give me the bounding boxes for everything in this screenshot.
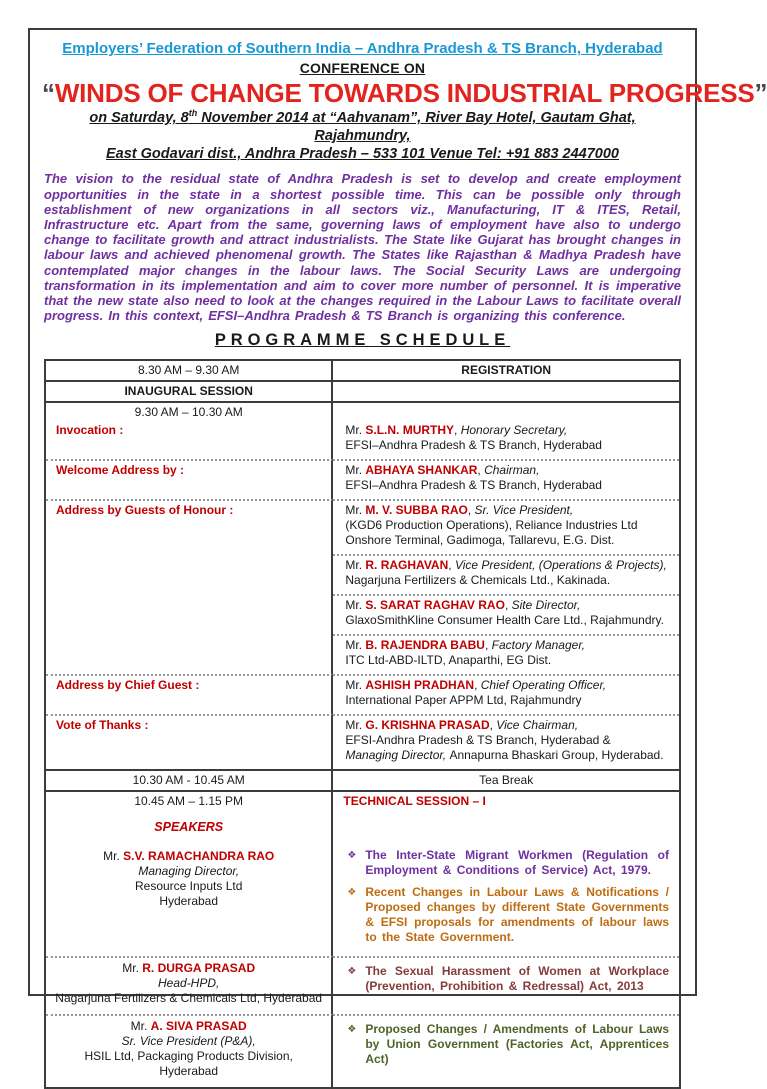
speaker-block <box>46 1014 333 1087</box>
conference-title-text: WINDS OF CHANGE TOWARDS INDUSTRIAL PROGRESS <box>54 78 755 108</box>
topics-group <box>333 956 679 1014</box>
speaker-block <box>46 846 333 956</box>
person-org: (KGD6 Production Operations), Reliance Industries Ltd <box>345 518 638 533</box>
person-org: EFSI–Andhra Pradesh & TS Branch, Hyderabad <box>345 438 602 453</box>
person-line: Mr. ASHISH PRADHAN, Chief Operating Officer, <box>345 678 607 693</box>
entry-label: Welcome Address by : <box>56 463 185 478</box>
entry-label-cell <box>46 714 333 769</box>
topics-group <box>333 846 679 956</box>
entry-label-cell <box>46 499 333 554</box>
diamond-bullet-icon: ❖ <box>347 849 357 861</box>
person-role: Factory Manager, <box>491 638 585 653</box>
technical-session-title: TECHNICAL SESSION – I <box>343 794 486 809</box>
conference-title <box>42 78 767 108</box>
tea-break-label: Tea Break <box>479 773 534 788</box>
topic-item <box>335 848 677 878</box>
registration-label: REGISTRATION <box>461 363 552 378</box>
date-text: on Saturday, 8 <box>89 109 189 126</box>
speaker-block <box>46 956 333 1014</box>
person-org: Managing Director, Annapurna Bhaskari Group, Hyderabad. <box>345 748 664 763</box>
time-cell: 8.30 AM – 9.30 AM <box>46 361 333 380</box>
date-ordinal: th <box>188 108 198 119</box>
inaugural-header-row <box>46 380 679 401</box>
intro-paragraph: The vision to the residual state of Andhra Pradesh is set to develop and create employment opportunities in the state in a shortest possible time. This can be possible only through establishment of new organizations in all sectors viz., Manufacturing, IT & ITES, Retail, Infrastructure etc. Apart from the same, governing laws of employment have also to undergo change to facilitate growth and attract industrialists. The State like Gujarat has brought changes in labour laws and achieved phenomenal growth. The States like Rajasthan & Madhya Pradesh have contemplated major changes in the labour laws. The Social Security Laws are undergoing transformation in its implementation and aim to cover more number of personnel. It is imperative that the new state also need to look at the changes required in the Labour Laws to facilitate overall progress. In this context, EFSI–Andhra Pradesh & TS Branch is organizing this conference. <box>44 171 681 324</box>
entry-label-cell <box>46 554 333 594</box>
entry-label-cell <box>46 594 333 634</box>
speaker-name-line: Mr. S.V. RAMACHANDRA RAO <box>103 848 275 863</box>
person-line: Mr. S.L.N. MURTHY, Honorary Secretary, <box>345 423 568 438</box>
person-name: ASHISH PRADHAN <box>365 678 475 693</box>
inaugural-body-row <box>46 401 679 769</box>
topic-text: Proposed Changes / Amendments of Labour Laws by Union Government (Factories Act, Apprentices Act) <box>365 1021 669 1066</box>
topic-text: The Inter-State Migrant Workmen (Regulation of Employment & Conditions of Service) Act, 1979. <box>365 847 669 877</box>
document-header <box>42 40 767 163</box>
speaker-name: R. DURGA PRASAD <box>142 960 256 975</box>
topic-item <box>335 885 677 945</box>
entry-person-cell <box>333 714 679 769</box>
entry-label-cell <box>46 634 333 674</box>
speaker-name-line: Mr. R. DURGA PRASAD <box>122 960 256 975</box>
person-org: EFSI-Andhra Pradesh & TS Branch, Hyderabad & <box>345 733 611 748</box>
person-role: Chairman, <box>484 463 540 478</box>
diamond-bullet-icon: ❖ <box>347 965 357 977</box>
person-name: ABHAYA SHANKAR <box>365 463 478 478</box>
page-border <box>28 28 767 1078</box>
person-role: Honorary Secretary, <box>460 423 568 438</box>
person-role: Vice President, (Operations & Projects), <box>454 558 667 573</box>
person-name: R. RAGHAVAN <box>365 558 449 573</box>
entry-label: Vote of Thanks : <box>56 718 149 733</box>
organization-title: Employers’ Federation of Southern India – Andhra Pradesh & TS Branch, Hyderabad <box>62 40 663 57</box>
entry-person-cell <box>333 674 679 714</box>
person-line: Mr. S. SARAT RAGHAV RAO, Site Director, <box>345 598 581 613</box>
entry-label: Address by Guests of Honour : <box>56 503 234 518</box>
topic-item <box>335 1022 677 1067</box>
person-line: Mr. M. V. SUBBA RAO, Sr. Vice President, <box>345 503 574 518</box>
entry-person-cell <box>333 421 679 459</box>
person-org: EFSI–Andhra Pradesh & TS Branch, Hyderabad <box>345 478 602 493</box>
person-org: Onshore Terminal, Gadimoga, Tallarevu, E.G. Dist. <box>345 533 615 548</box>
speaker-name: S.V. RAMACHANDRA RAO <box>123 848 275 863</box>
speaker-org: Hyderabad <box>159 1063 219 1078</box>
venue-text: November 2014 at “Aahvanam”, River Bay Hotel, Gautam Ghat, Rajahmundry, <box>197 109 636 145</box>
person-line: Mr. R. RAGHAVAN, Vice President, (Operations & Projects), <box>345 558 667 573</box>
time-cell: 10.30 AM - 10.45 AM <box>46 771 333 790</box>
open-quote: “ <box>42 78 55 108</box>
speaker-role: Sr. Vice President (P&A), <box>121 1033 256 1048</box>
venue-address-line: East Godavari dist., Andhra Pradesh – 533 101 Venue Tel: +91 883 2447000 <box>105 146 619 163</box>
empty-cell <box>333 382 679 401</box>
entry-label: Invocation : <box>56 423 124 438</box>
person-name: M. V. SUBBA RAO <box>365 503 468 518</box>
person-role: Sr. Vice President, <box>474 503 574 518</box>
speaker-role: Head-HPD, <box>158 975 220 990</box>
time-cell: 9.30 AM – 10.30 AM <box>46 403 333 421</box>
person-org: International Paper APPM Ltd, Rajahmundry <box>345 693 582 708</box>
person-role: Vice Chairman, <box>496 718 579 733</box>
person-role: Site Director, <box>511 598 581 613</box>
person-line: Mr. G. KRISHNA PRASAD, Vice Chairman, <box>345 718 579 733</box>
close-quote: ” <box>754 78 767 108</box>
topic-text: The Sexual Harassment of Women at Workplace (Prevention, Prohibition & Redressal) Act, 2013 <box>365 963 669 993</box>
person-org: Nagarjuna Fertilizers & Chemicals Ltd., Kakinada. <box>345 573 611 588</box>
time-cell: 10.45 AM – 1.15 PM <box>46 792 333 811</box>
person-org: ITC Ltd-ABD-ILTD, Anaparthi, EG Dist. <box>345 653 552 668</box>
topics-group <box>333 1014 679 1087</box>
entry-person-cell <box>333 634 679 674</box>
speaker-org: Resource Inputs Ltd <box>134 878 243 893</box>
diamond-bullet-icon: ❖ <box>347 886 357 898</box>
topic-text: Recent Changes in Labour Laws & Notifications / Proposed changes by different State Governments & EFSI proposals for amendments of labour laws to the State Government. <box>365 884 669 944</box>
entry-person-cell <box>333 459 679 499</box>
person-name: S.L.N. MURTHY <box>365 423 455 438</box>
person-name: S. SARAT RAGHAV RAO <box>365 598 505 613</box>
speaker-org: Hyderabad <box>159 893 219 908</box>
speaker-name-line: Mr. A. SIVA PRASAD <box>130 1018 247 1033</box>
entry-label: Address by Chief Guest : <box>56 678 200 693</box>
speaker-name: A. SIVA PRASAD <box>150 1018 247 1033</box>
registration-row <box>46 361 679 380</box>
conference-on-label: CONFERENCE ON <box>299 60 426 76</box>
person-line: Mr. B. RAJENDRA BABU, Factory Manager, <box>345 638 585 653</box>
diamond-bullet-icon: ❖ <box>347 1023 357 1035</box>
speakers-heading-cell <box>46 811 333 846</box>
schedule-table <box>44 359 681 1089</box>
speaker-org: Nagarjuna Fertilizers & Chemicals Ltd, Hyderabad <box>55 990 323 1005</box>
person-org: GlaxoSmithKline Consumer Health Care Ltd., Rajahmundry. <box>345 613 664 628</box>
entry-person-cell <box>333 499 679 554</box>
person-role: Chief Operating Officer, <box>480 678 607 693</box>
programme-schedule-heading: PROGRAMME SCHEDULE <box>214 331 511 350</box>
person-name: B. RAJENDRA BABU <box>365 638 485 653</box>
speaker-role: Managing Director, <box>138 863 240 878</box>
topic-item <box>335 964 677 994</box>
entry-label-cell <box>46 421 333 459</box>
technical-session-row <box>46 790 679 1087</box>
speaker-org: HSIL Ltd, Packaging Products Division, <box>84 1048 293 1063</box>
person-name: G. KRISHNA PRASAD <box>365 718 490 733</box>
entry-person-cell <box>333 554 679 594</box>
empty-cell <box>333 811 679 846</box>
speakers-heading: SPEAKERS <box>154 820 224 835</box>
entry-label-cell <box>46 459 333 499</box>
person-line: Mr. ABHAYA SHANKAR, Chairman, <box>345 463 540 478</box>
event-date-line <box>42 108 683 145</box>
entry-label-cell <box>46 674 333 714</box>
tea-break-row <box>46 769 679 790</box>
entry-person-cell <box>333 594 679 634</box>
empty-cell <box>333 403 679 421</box>
session-label: INAUGURAL SESSION <box>46 382 333 401</box>
